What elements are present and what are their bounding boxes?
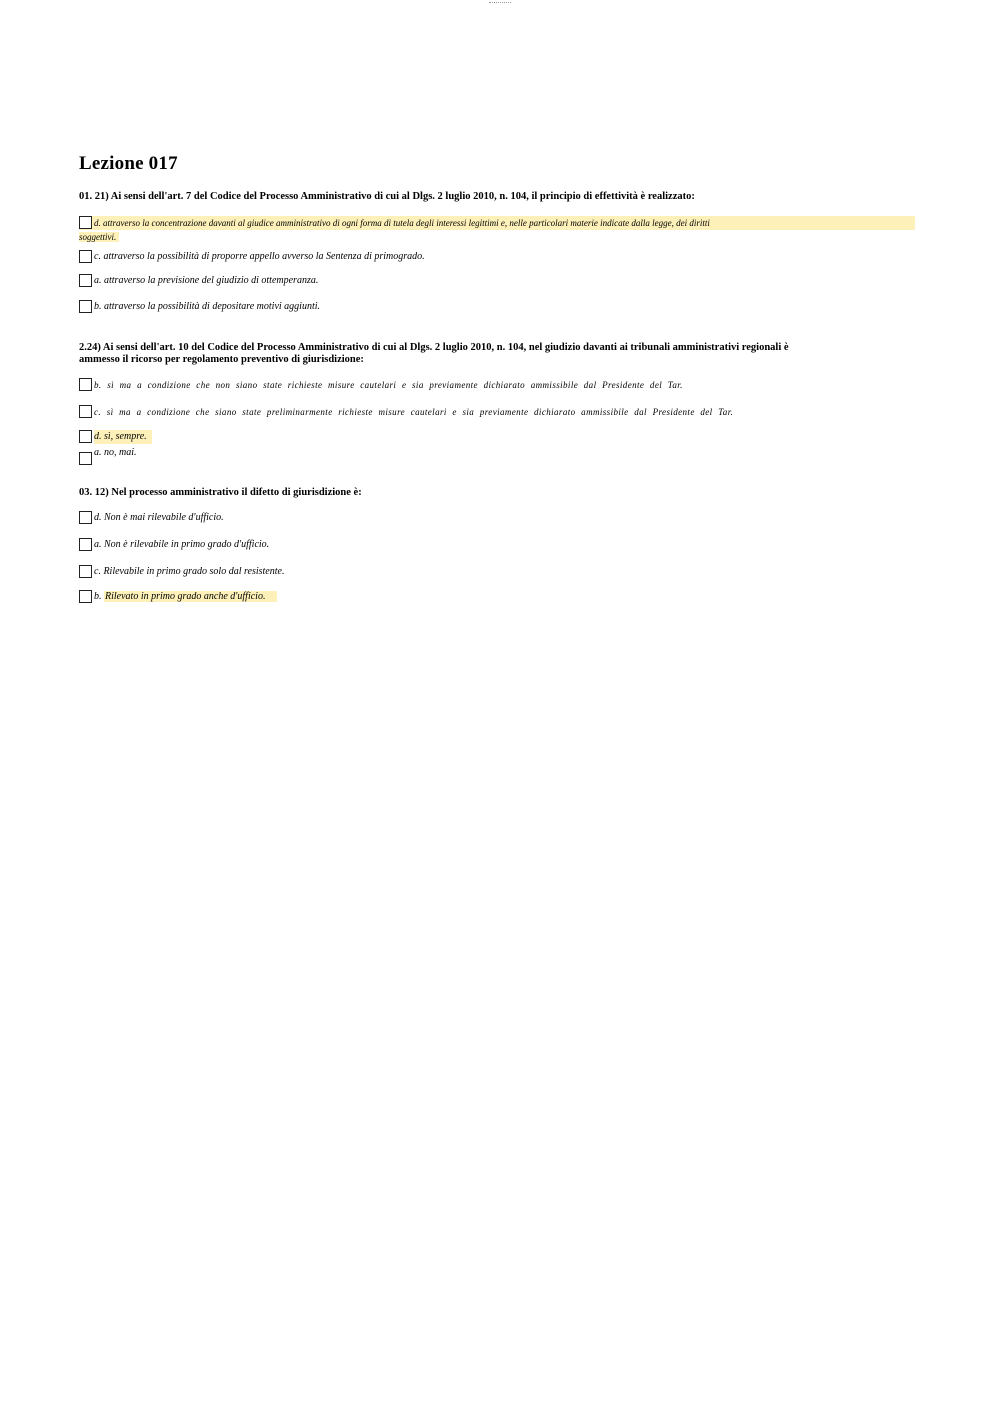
answer-text: a. attraverso la previsione del giudizio di ottemperanza. [94, 275, 319, 286]
answer-1-d [79, 216, 919, 244]
answer-2-b [79, 378, 919, 392]
answer-text: d. Non è mai rilevabile d'ufficio. [94, 512, 224, 523]
answer-1-b [79, 300, 919, 314]
answer-3-a [79, 538, 919, 552]
answer-3-c [79, 565, 919, 579]
answer-3-d [79, 511, 919, 525]
answer-2-a [79, 446, 919, 465]
answer-text: d. attraverso la concentrazione davanti al giudice amministrativo di ogni forma di tutela degli interessi legittimi e, nelle particolari materie indicate dalla legge, dei diritti [94, 218, 710, 228]
question-2 [79, 342, 919, 366]
answer-2-d [79, 430, 919, 444]
question-2-line-2: ammesso il ricorso per regolamento preventivo di giurisdizione: [79, 354, 364, 365]
answer-checkbox[interactable] [79, 430, 92, 443]
answer-checkbox[interactable] [79, 250, 92, 263]
answer-text [94, 590, 277, 604]
answer-checkbox[interactable] [79, 565, 92, 578]
answer-2-c [79, 405, 919, 419]
answer-1-c [79, 250, 919, 264]
answer-text: a. Non è rilevabile in primo grado d'ufficio. [94, 539, 270, 550]
answer-text: c. Rilevabile in primo grado solo dal resistente. [94, 566, 285, 577]
question-2-line-1: 2.24) Ai sensi dell'art. 10 del Codice del Processo Amministrativo di cui al Dlgs. 2 luglio 2010, n. 104, nel giudizio davanti ai tribunali amministrativi regionali è [79, 342, 789, 353]
question-3: 03. 12) Nel processo amministrativo il difetto di giurisdizione è: [79, 487, 362, 498]
answer-text: c. attraverso la possibilità di proporre appello avverso la Sentenza di primogrado. [94, 251, 425, 262]
lesson-title: Lezione 017 [79, 153, 178, 174]
answer-text: b. sì ma a condizione che non siano state richieste misure cautelari e sia previamente dichiarato ammissibile dal Presidente del Tar. [94, 380, 683, 390]
answer-checkbox[interactable] [79, 274, 92, 287]
answer-checkbox[interactable] [79, 378, 92, 391]
answer-checkbox[interactable] [79, 538, 92, 551]
answer-3-b [79, 590, 919, 604]
answer-text: b. attraverso la possibilità di depositare motivi aggiunti. [94, 301, 321, 312]
answer-checkbox[interactable] [79, 405, 92, 418]
answer-highlighted-text: Rilevato in primo grado anche d'ufficio. [104, 591, 277, 602]
answer-text: c. sì ma a condizione che siano state preliminarmente richieste misure cautelari e sia previamente dichiarato ammissibile dal Presidente del Tar. [94, 407, 734, 417]
answer-checkbox[interactable] [79, 300, 92, 313]
page-header-mark [489, 0, 511, 3]
answer-text: d. sì, sempre. [94, 430, 152, 444]
answer-checkbox[interactable] [79, 216, 92, 229]
answer-checkbox[interactable] [79, 452, 92, 465]
answer-text-continued: soggettivi. [79, 232, 119, 242]
answer-checkbox[interactable] [79, 511, 92, 524]
answer-checkbox[interactable] [79, 590, 92, 603]
answer-highlight [79, 216, 915, 230]
answer-text: a. no, mai. [94, 447, 137, 458]
answer-prefix: b. [94, 591, 104, 602]
answer-1-a [79, 274, 919, 288]
question-1: 01. 21) Ai sensi dell'art. 7 del Codice del Processo Amministrativo di cui al Dlgs. 2 luglio 2010, n. 104, il principio di effettività è realizzato: [79, 191, 695, 202]
